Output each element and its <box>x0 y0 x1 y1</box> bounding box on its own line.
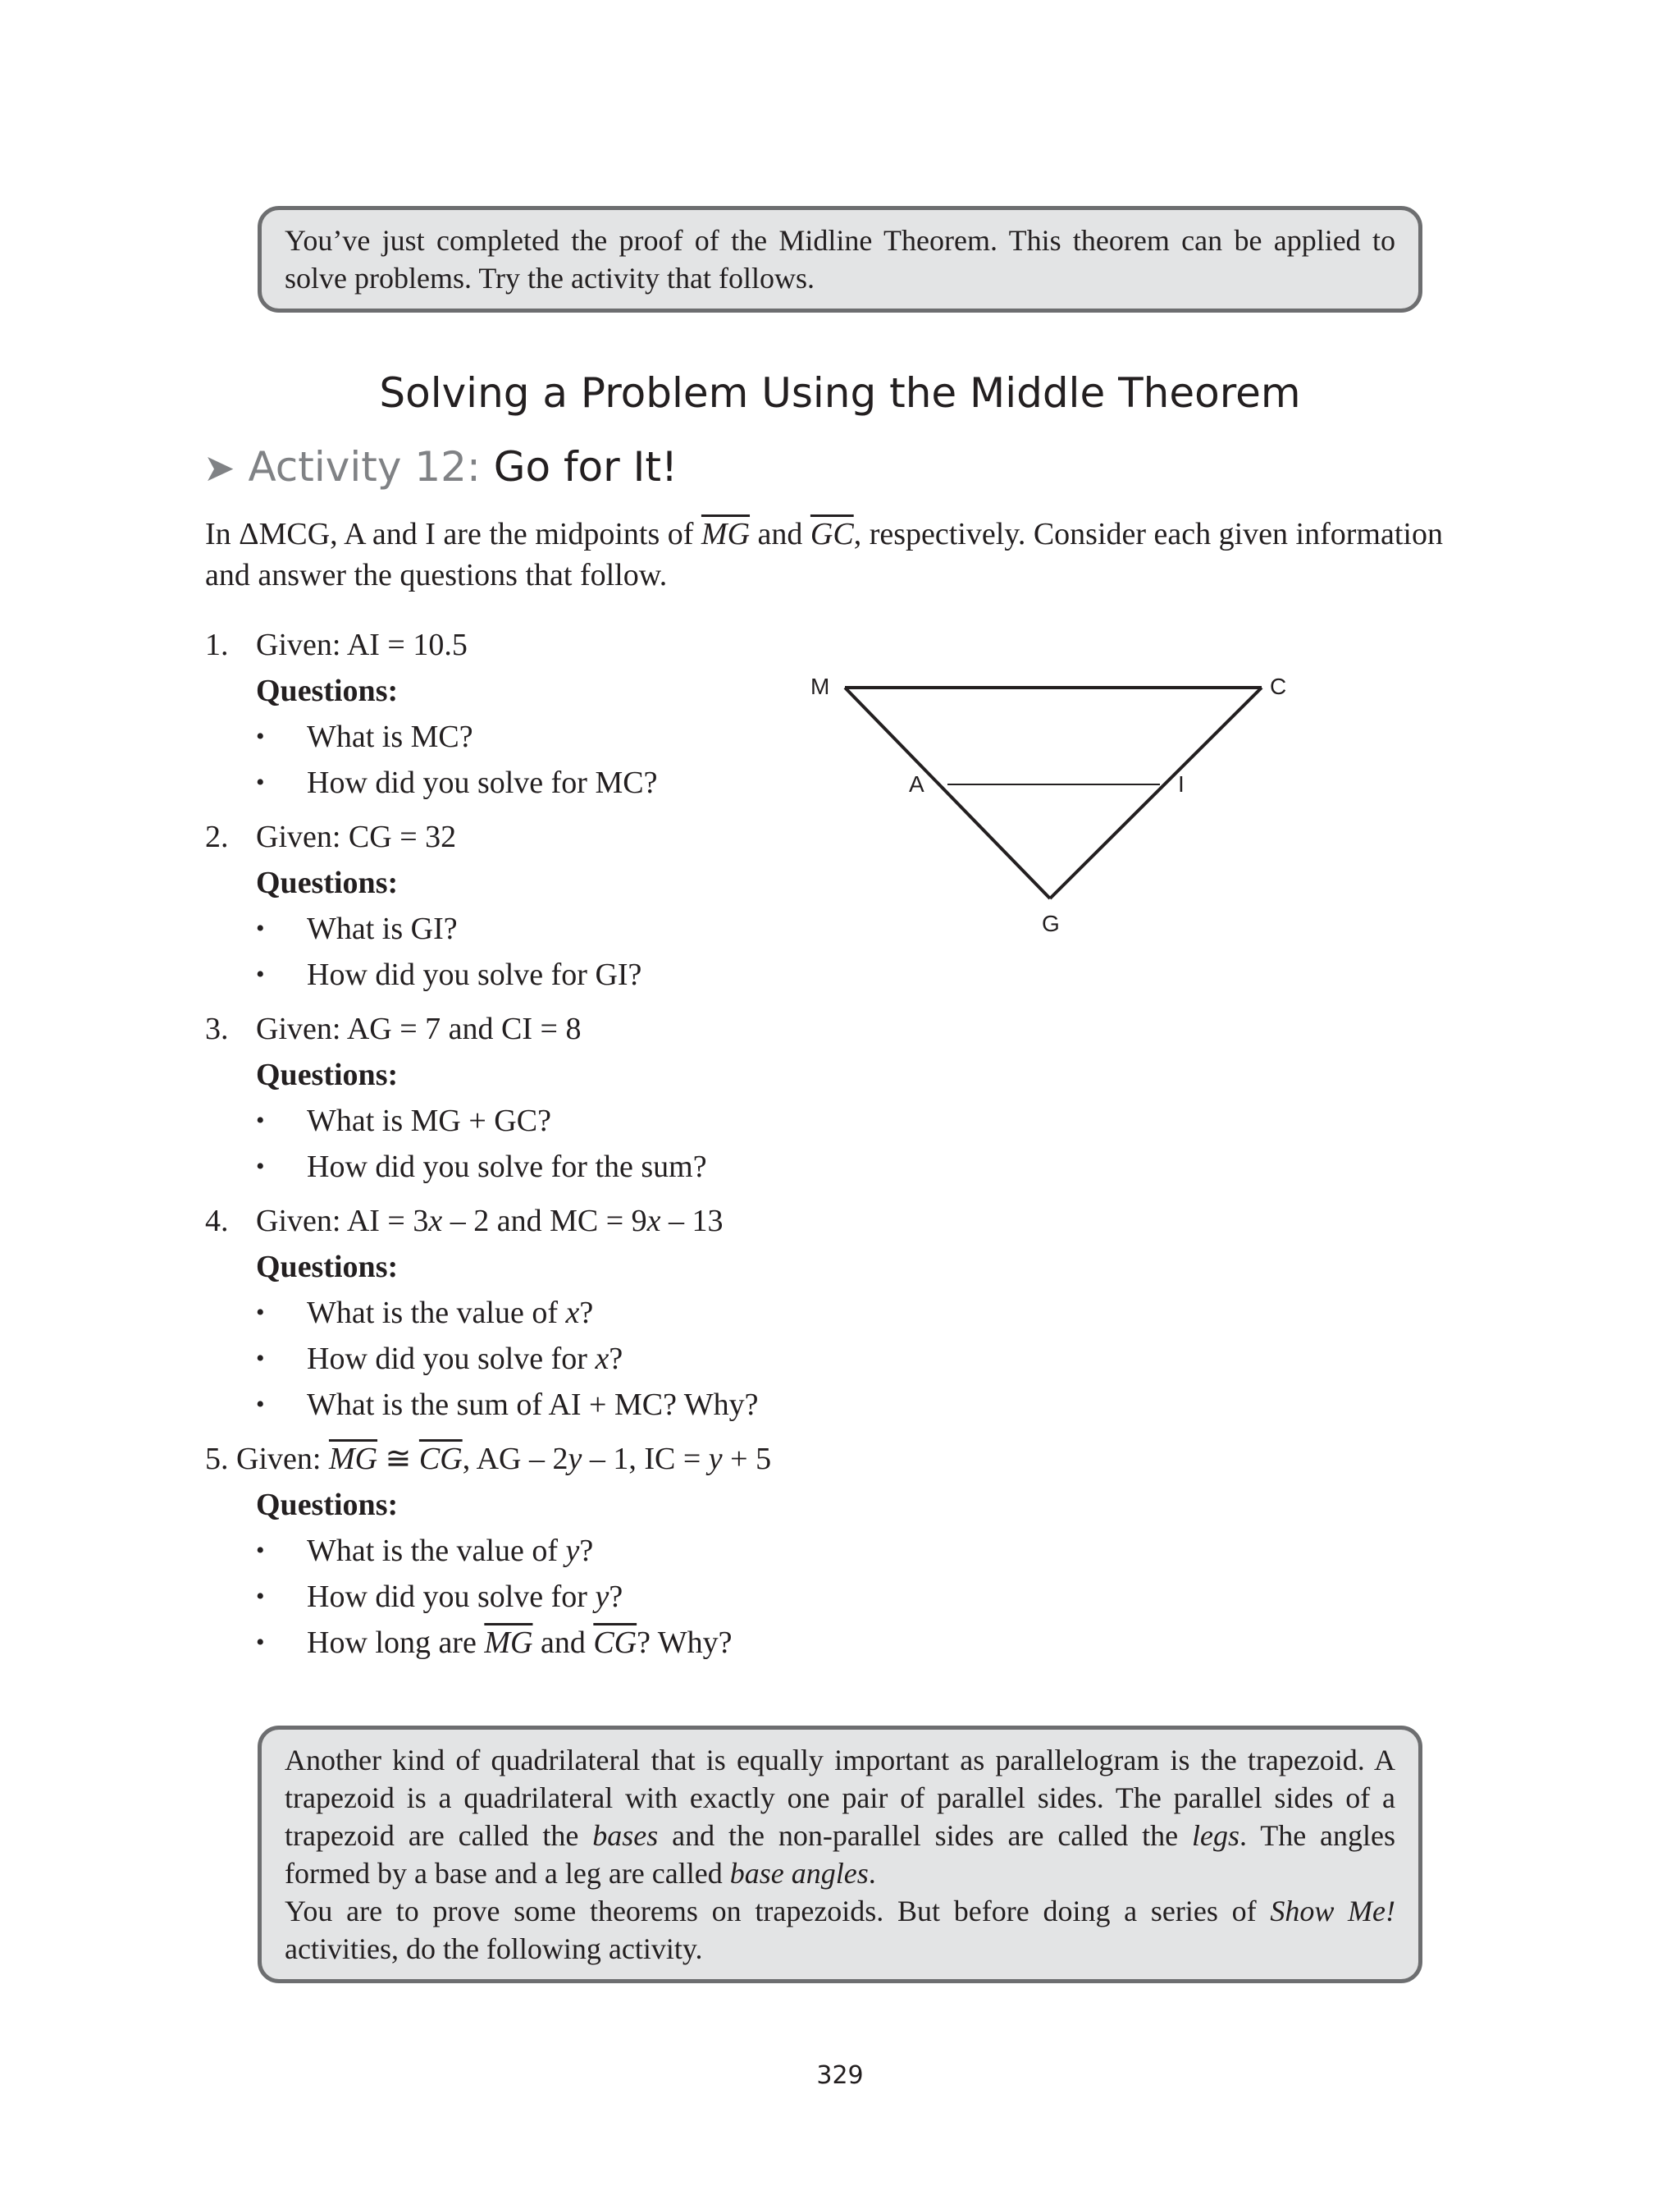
question <box>205 1528 943 1574</box>
problem-number: 1. <box>205 628 229 662</box>
given-text: Given: AG = 7 and CI = 8 <box>256 1012 582 1046</box>
given-text: Given: AI = 3 <box>256 1204 429 1238</box>
activity-name: Go for It! <box>493 443 678 491</box>
activity-heading <box>203 443 678 491</box>
problem-number: 2. <box>205 820 229 854</box>
question-text: How did you solve for MC? <box>307 766 658 800</box>
intro-text: In ΔMCG, A and I are the midpoints of <box>205 517 701 551</box>
segment-mg: $\overline{MG}$ <box>328 1442 378 1476</box>
problem-5 <box>205 1436 943 1666</box>
note-text: . The angles formed by a base and a leg are called <box>285 1819 1396 1890</box>
question <box>205 1620 943 1666</box>
question <box>205 1098 943 1144</box>
trapezoid-note-box <box>258 1726 1422 1983</box>
variable-y: y <box>595 1580 609 1614</box>
question <box>205 1290 943 1336</box>
bullet-icon: • <box>256 915 265 942</box>
point-label-i: I <box>1178 771 1185 797</box>
section-title: Solving a Problem Using the Middle Theorem <box>379 369 1301 417</box>
term-bases: bases <box>592 1819 659 1852</box>
intro-text: and <box>750 517 810 551</box>
question-text: and <box>532 1625 594 1660</box>
question-text: How did you solve for <box>307 1580 596 1614</box>
segment-mg: $\overline{MG}$ <box>484 1625 533 1660</box>
question <box>205 952 943 998</box>
bullet-icon: • <box>256 1391 265 1418</box>
given-text: Given: <box>236 1442 329 1476</box>
problem-4 <box>205 1198 943 1428</box>
problem-number: 5. <box>205 1442 229 1476</box>
questions-label: Questions: <box>256 1250 399 1284</box>
instruction-paragraph <box>285 1892 1395 1968</box>
given-text: – 13 <box>660 1204 724 1238</box>
variable-x: x <box>428 1204 443 1238</box>
intro-text: , respectively. Consider each given information and answer the questions that follow. <box>205 517 1443 592</box>
term-base-angles: base angles <box>729 1857 869 1890</box>
segment-cg <box>1050 688 1262 898</box>
term-legs: legs <box>1191 1819 1239 1852</box>
bullet-icon: • <box>256 1345 265 1372</box>
page-number: 329 <box>816 2061 864 2090</box>
question <box>205 1574 943 1620</box>
question-text: How did you solve for <box>307 1342 596 1376</box>
variable-x: x <box>595 1342 609 1376</box>
question-text: ? Why? <box>637 1625 733 1660</box>
vertex-label-c: C <box>1270 674 1287 699</box>
questions-label: Questions: <box>256 1488 399 1522</box>
bullet-icon: • <box>256 769 265 796</box>
question-text: What is GI? <box>307 912 458 946</box>
question-text: ? <box>609 1342 623 1376</box>
intro-note-box <box>258 206 1422 313</box>
bullet-icon: • <box>256 1299 265 1326</box>
given <box>205 1198 943 1244</box>
congruent-symbol: ≅ <box>377 1442 419 1476</box>
bullet-icon: • <box>256 1107 265 1134</box>
vertex-label-m: M <box>810 674 830 699</box>
question <box>205 1144 943 1190</box>
vertex-label-g: G <box>1042 911 1060 936</box>
bullet-icon: • <box>256 961 265 988</box>
variable-y: y <box>708 1442 723 1476</box>
note-text: You are to prove some theorems on trapezoids. But before doing a series of <box>285 1895 1271 1927</box>
variable-x: x <box>646 1204 661 1238</box>
variable-x: x <box>565 1296 580 1330</box>
note-text: Another kind of quadrilateral that is equally important as parallelogram is the trapezoid. A trapezoid is a quadrilateral with exactly one pair of parallel sides. The parallel sides of a trapezoid are called the <box>285 1744 1395 1852</box>
given-text: – 1, IC = <box>582 1442 709 1476</box>
term-show-me: Show Me! <box>1270 1895 1396 1927</box>
triangle-diagram <box>804 665 1329 944</box>
given <box>205 1436 943 1482</box>
problem-number: 3. <box>205 1012 229 1046</box>
question-text: ? <box>579 1534 594 1568</box>
question-text: What is the sum of AI + MC? Why? <box>307 1388 759 1422</box>
given <box>205 1006 943 1052</box>
bullet-icon: • <box>256 1629 265 1656</box>
question-text: What is the value of <box>307 1534 566 1568</box>
point-label-a: A <box>909 771 924 797</box>
note-text: and the non-parallel sides are called the <box>658 1819 1192 1852</box>
variable-y: y <box>565 1534 580 1568</box>
question-text: What is the value of <box>307 1296 566 1330</box>
segment-cg: $\overline{CG}$ <box>593 1625 637 1660</box>
question <box>205 1382 943 1428</box>
given <box>205 622 943 668</box>
given-text: , AG – 2 <box>462 1442 568 1476</box>
activity-instructions <box>205 514 1485 596</box>
segment-cg: $\overline{CG}$ <box>418 1442 463 1476</box>
question-text: ? <box>579 1296 594 1330</box>
questions-label: Questions: <box>256 674 399 708</box>
question-text: How long are <box>307 1625 485 1660</box>
given-text: – 2 and MC = 9 <box>442 1204 647 1238</box>
note-text: activities, do the following activity. <box>285 1932 703 1965</box>
arrow-icon: ➤ <box>203 446 235 490</box>
question-text: ? <box>609 1580 623 1614</box>
segment-gc: $\overline{GC}$ <box>810 517 854 551</box>
segment-mg: $\overline{MG}$ <box>701 517 751 551</box>
question-text: How did you solve for the sum? <box>307 1150 707 1184</box>
bullet-icon: • <box>256 1583 265 1610</box>
activity-label: Activity 12: <box>248 443 481 491</box>
problem-3 <box>205 1006 943 1190</box>
question-text: How did you solve for GI? <box>307 958 642 992</box>
given-text: Given: AI = 10.5 <box>256 628 468 662</box>
questions-label: Questions: <box>256 1058 399 1092</box>
bullet-icon: • <box>256 1537 265 1564</box>
given-text: + 5 <box>722 1442 772 1476</box>
variable-y: y <box>568 1442 582 1476</box>
intro-note-text: You’ve just completed the proof of the Midline Theorem. This theorem can be applied to solve problems. Try the activity that follows. <box>285 224 1395 295</box>
problem-number: 4. <box>205 1204 229 1238</box>
question-text: What is MC? <box>307 720 473 754</box>
bullet-icon: • <box>256 1153 265 1180</box>
segment-mg <box>845 688 1050 898</box>
questions-label: Questions: <box>256 866 399 900</box>
question-text: What is MG + GC? <box>307 1104 551 1138</box>
note-text: . <box>868 1857 876 1890</box>
trapezoid-paragraph <box>285 1741 1395 1892</box>
bullet-icon: • <box>256 723 265 750</box>
given-text: Given: CG = 32 <box>256 820 457 854</box>
question <box>205 1336 943 1382</box>
